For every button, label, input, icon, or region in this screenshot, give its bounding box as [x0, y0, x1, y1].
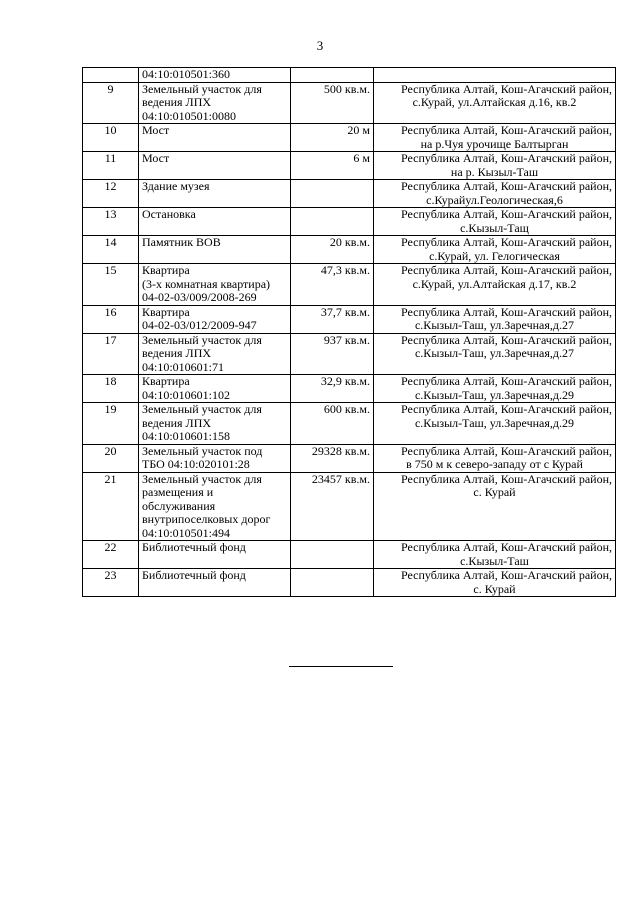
object-name-line: 04-02-03/009/2008-269: [142, 290, 257, 304]
object-name-cell: [139, 124, 291, 152]
area-cell: [291, 569, 374, 597]
address-line: Республика Алтай, Кош-Агачский район,: [401, 179, 612, 193]
row-number: 19: [83, 403, 139, 445]
table-row: [83, 569, 616, 597]
table-row: [83, 472, 616, 541]
object-name-line: 04:10:010601:102: [142, 387, 231, 402]
object-name-cell: [139, 180, 291, 208]
address-line: с.Курайул.Геологическая,6: [426, 192, 563, 207]
object-name-line: Библиотечный фонд: [142, 568, 246, 582]
row-number: 16: [83, 305, 139, 333]
table-row: [83, 444, 616, 472]
area-cell: 20 м: [291, 124, 374, 152]
area-cell: 47,3 кв.м.: [291, 264, 374, 306]
address-line: Республика Алтай, Кош-Агачский район,: [401, 81, 612, 96]
address-cell: [374, 264, 616, 306]
registry-table-body: [83, 68, 616, 597]
row-number: 13: [83, 208, 139, 236]
object-name-cell: [139, 68, 291, 83]
row-number: 18: [83, 375, 139, 403]
object-name-line: Мост: [142, 151, 170, 165]
object-name-line: Квартира: [142, 374, 190, 388]
address-line: с.Кызыл-Таш, ул.Заречная,д.27: [414, 346, 574, 360]
table-row: [83, 208, 616, 236]
object-name-line: 04:10:010601:71: [142, 359, 225, 374]
object-name-cell: [139, 333, 291, 375]
object-name-cell: [139, 305, 291, 333]
object-name-line: 04:10:010501:0080: [142, 108, 237, 123]
table-row: [83, 152, 616, 180]
address-line: Республика Алтай, Кош-Агачский район,: [401, 332, 612, 347]
address-cell: [374, 569, 616, 597]
object-name-line: Земельный участок для: [142, 332, 262, 347]
area-cell: [291, 541, 374, 569]
row-number: 20: [83, 444, 139, 472]
object-name-cell: [139, 236, 291, 264]
area-cell: 20 кв.м.: [291, 236, 374, 264]
object-name-line: 04:10:010601:158: [142, 429, 231, 443]
object-name-line: Квартира: [142, 263, 190, 277]
area-cell: 600 кв.м.: [291, 403, 374, 445]
address-line: Республика Алтай, Кош-Агачский район,: [401, 374, 612, 388]
property-registry-table: [82, 67, 616, 597]
object-name-line: Земельный участок для: [142, 471, 262, 486]
table-row: [83, 124, 616, 152]
table-row: [83, 236, 616, 264]
row-number: 9: [83, 82, 139, 124]
object-name-line: размещения и: [142, 485, 214, 499]
row-number: 11: [83, 152, 139, 180]
object-name-cell: [139, 152, 291, 180]
object-name-cell: [139, 444, 291, 472]
address-line: с.Кызыл-Таш: [460, 553, 529, 568]
object-name-line: Земельный участок для: [142, 81, 262, 96]
address-line: Республика Алтай, Кош-Агачский район,: [401, 443, 612, 458]
table-row: [83, 68, 616, 83]
address-line: с. Курай: [473, 581, 516, 596]
address-cell: [374, 180, 616, 208]
table-row: [83, 305, 616, 333]
address-cell: [374, 208, 616, 236]
object-name-line: 04-02-03/012/2009-947: [142, 318, 257, 332]
object-name-line: Земельный участок для: [142, 402, 262, 416]
object-name-cell: [139, 541, 291, 569]
address-line: с.Кызыл-Тащ: [460, 220, 529, 235]
address-cell: [374, 403, 616, 445]
address-cell: [374, 472, 616, 541]
object-name-line: ведения ЛПХ: [142, 415, 212, 430]
row-number: 22: [83, 541, 139, 569]
address-line: Республика Алтай, Кош-Агачский район,: [401, 304, 612, 319]
row-number: 12: [83, 180, 139, 208]
object-name-line: 04:10:010501:360: [142, 67, 231, 81]
area-cell: [291, 68, 374, 83]
table-row: [83, 82, 616, 124]
object-name-line: Остановка: [142, 207, 196, 221]
address-line: Республика Алтай, Кош-Агачский район,: [401, 123, 612, 137]
address-cell: [374, 333, 616, 375]
address-line: с.Кызыл-Таш, ул.Заречная,д.29: [414, 415, 574, 430]
address-cell: [374, 444, 616, 472]
object-name-cell: [139, 264, 291, 306]
address-line: Республика Алтай, Кош-Агачский район,: [401, 540, 612, 554]
address-line: Республика Алтай, Кош-Агачский район,: [401, 235, 612, 249]
object-name-line: ведения ЛПХ: [142, 95, 212, 109]
object-name-cell: [139, 569, 291, 597]
address-line: Республика Алтай, Кош-Агачский район,: [401, 207, 612, 221]
address-line: Республика Алтай, Кош-Агачский район,: [401, 402, 612, 416]
object-name-cell: [139, 472, 291, 541]
footer-divider: [289, 666, 393, 667]
object-name-line: внутрипоселковых дорог: [142, 512, 271, 526]
area-cell: 937 кв.м.: [291, 333, 374, 375]
address-line: Республика Алтай, Кош-Агачский район,: [401, 151, 612, 165]
table-row: [83, 333, 616, 375]
table-row: [83, 264, 616, 306]
row-number: 21: [83, 472, 139, 541]
address-line: Республика Алтай, Кош-Агачский район,: [401, 263, 612, 277]
table-row: [83, 180, 616, 208]
area-cell: 29328 кв.м.: [291, 444, 374, 472]
object-name-line: 04:10:010501:494: [142, 525, 231, 540]
area-cell: [291, 208, 374, 236]
row-number: [83, 68, 139, 83]
address-line: с.Курай, ул. Гелогическая: [429, 248, 560, 263]
address-cell: [374, 124, 616, 152]
object-name-line: ТБО 04:10:020101:28: [142, 457, 250, 471]
table-row: [83, 403, 616, 445]
object-name-cell: [139, 208, 291, 236]
address-line: на р.Чуя урочище Балтырган: [420, 136, 569, 151]
address-line: Республика Алтай, Кош-Агачский район,: [401, 471, 612, 486]
page-number: 3: [316, 38, 324, 53]
address-cell: [374, 152, 616, 180]
row-number: 10: [83, 124, 139, 152]
area-cell: 32,9 кв.м.: [291, 375, 374, 403]
address-line: с.Кызыл-Таш, ул.Заречная,д.27: [414, 318, 574, 332]
object-name-line: Библиотечный фонд: [142, 540, 246, 554]
object-name-line: ведения ЛПХ: [142, 346, 212, 360]
address-line: в 750 м к северо-западу от с Курай: [406, 457, 583, 471]
area-cell: 500 кв.м.: [291, 82, 374, 124]
row-number: 15: [83, 264, 139, 306]
row-number: 23: [83, 569, 139, 597]
object-name-line: Квартира: [142, 304, 190, 319]
table-row: [83, 375, 616, 403]
object-name-line: Мост: [142, 123, 170, 137]
object-name-line: обслуживания: [142, 498, 216, 513]
area-cell: 37,7 кв.м.: [291, 305, 374, 333]
address-line: с.Курай, ул.Алтайская д.17, кв.2: [412, 276, 577, 291]
object-name-cell: [139, 82, 291, 124]
address-line: с. Курай: [473, 485, 516, 499]
address-line: на р. Кызыл-Таш: [450, 164, 539, 179]
address-line: Республика Алтай, Кош-Агачский район,: [401, 568, 612, 582]
object-name-line: (3-х комнатная квартира): [142, 276, 271, 291]
address-cell: [374, 375, 616, 403]
address-line: с.Курай, ул.Алтайская д.16, кв.2: [412, 95, 577, 109]
address-line: с.Кызыл-Таш, ул.Заречная,д.29: [414, 387, 574, 402]
object-name-cell: [139, 403, 291, 445]
address-cell: [374, 82, 616, 124]
address-cell: [374, 236, 616, 264]
area-cell: 23457 кв.м.: [291, 472, 374, 541]
row-number: 14: [83, 236, 139, 264]
object-name-line: Здание музея: [142, 179, 210, 193]
area-cell: 6 м: [291, 152, 374, 180]
table-row: [83, 541, 616, 569]
address-cell: [374, 68, 616, 83]
object-name-cell: [139, 375, 291, 403]
object-name-line: Земельный участок под: [142, 443, 263, 458]
row-number: 17: [83, 333, 139, 375]
object-name-line: Памятник ВОВ: [142, 235, 221, 249]
address-cell: [374, 541, 616, 569]
area-cell: [291, 180, 374, 208]
address-cell: [374, 305, 616, 333]
